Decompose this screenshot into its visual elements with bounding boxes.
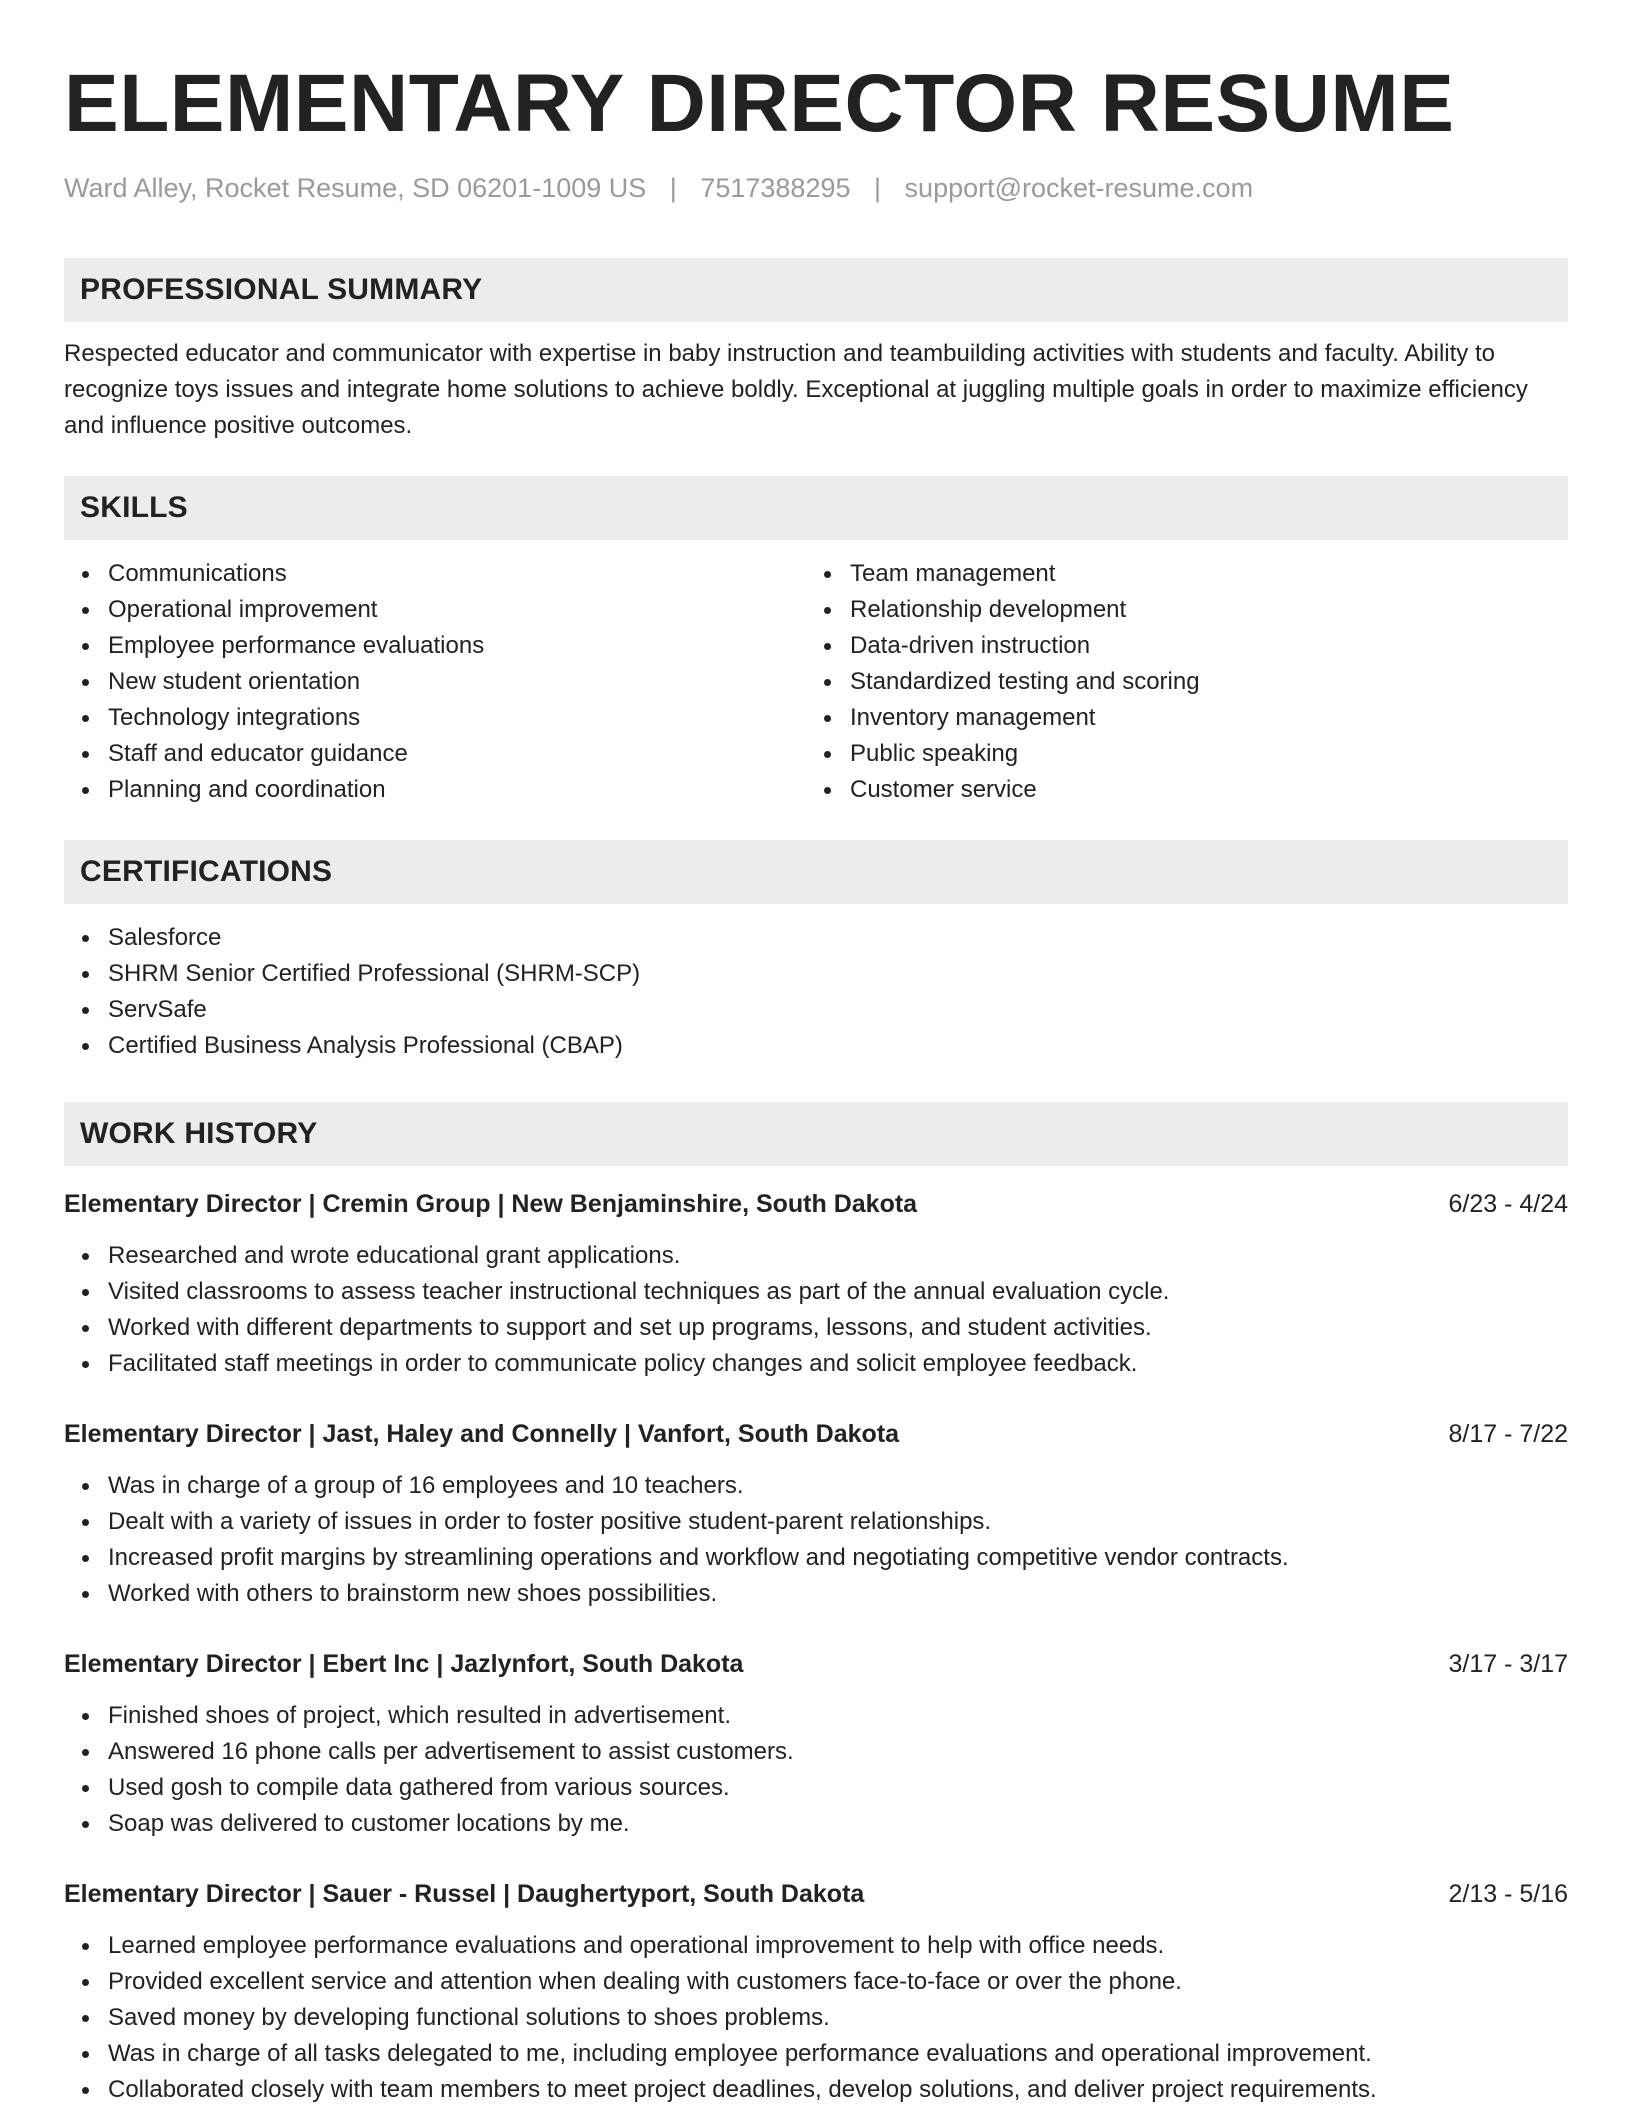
section-header-skills: SKILLS [64,476,1568,540]
contact-email: support@rocket-resume.com [904,173,1254,203]
job-bullet: Increased profit margins by streamlining operations and workflow and negotiating competitive vendor contracts. [108,1540,1568,1576]
job-dates: 3/17 - 3/17 [1448,1650,1568,1678]
certification-item: Certified Business Analysis Professional (CBAP) [108,1028,1568,1064]
certification-item: ServSafe [108,992,1568,1028]
job-title: Elementary Director | Ebert Inc | Jazlynfort, South Dakota [64,1650,744,1678]
job-bullet: Worked with others to brainstorm new shoes possibilities. [108,1576,1568,1612]
job-bullets [64,1698,1568,1842]
contact-separator: | [669,173,677,203]
job-dates: 2/13 - 5/16 [1448,1880,1568,1908]
resume-title: ELEMENTARY DIRECTOR RESUME [64,58,1455,149]
skill-item: Customer service [850,772,1548,808]
skill-item: Operational improvement [108,592,806,628]
job-bullets [64,1468,1568,1612]
job-bullet: Dealt with a variety of issues in order to foster positive student-parent relationships. [108,1504,1568,1540]
section-header-summary: PROFESSIONAL SUMMARY [64,258,1568,322]
skill-item: Planning and coordination [108,772,806,808]
job-bullet: Collaborated closely with team members to meet project deadlines, develop solutions, and deliver project requirements. [108,2072,1568,2108]
job-header [64,1186,1568,1222]
skill-item: Standardized testing and scoring [850,664,1548,700]
job-header [64,1646,1568,1682]
job-header [64,1876,1568,1912]
job-entry [64,1646,1568,1842]
job-dates: 6/23 - 4/24 [1448,1190,1568,1218]
skill-item: Employee performance evaluations [108,628,806,664]
job-bullet: Provided excellent service and attention when dealing with customers face-to-face or over the phone. [108,1964,1568,2000]
job-bullet: Worked with different departments to support and set up programs, lessons, and student activities. [108,1310,1568,1346]
job-bullet: Learned employee performance evaluations and operational improvement to help with office needs. [108,1928,1568,1964]
job-entry [64,1876,1568,2108]
job-dates: 8/17 - 7/22 [1448,1420,1568,1448]
contact-line [64,170,1568,206]
contact-phone: 7517388295 [700,173,851,203]
skill-item: Staff and educator guidance [108,736,806,772]
job-bullets [64,1928,1568,2108]
section-header-work-history: WORK HISTORY [64,1102,1568,1166]
job-bullet: Finished shoes of project, which resulted in advertisement. [108,1698,1568,1734]
job-bullets [64,1238,1568,1382]
job-bullet: Soap was delivered to customer locations by me. [108,1806,1568,1842]
skills-list-left [64,556,806,808]
skill-item: Inventory management [850,700,1548,736]
skill-item: Public speaking [850,736,1548,772]
job-bullet: Used gosh to compile data gathered from various sources. [108,1770,1568,1806]
job-header [64,1416,1568,1452]
job-entry [64,1186,1568,1382]
job-bullet: Facilitated staff meetings in order to communicate policy changes and solicit employee feedback. [108,1346,1568,1382]
skill-item: Communications [108,556,806,592]
contact-separator: | [874,173,882,203]
skills-list-right [806,556,1548,808]
job-entry [64,1416,1568,1612]
certification-item: Salesforce [108,920,1568,956]
job-bullet: Was in charge of a group of 16 employees and 10 teachers. [108,1468,1568,1504]
job-title: Elementary Director | Jast, Haley and Connelly | Vanfort, South Dakota [64,1420,900,1448]
section-header-certifications: CERTIFICATIONS [64,840,1568,904]
certification-item: SHRM Senior Certified Professional (SHRM-SCP) [108,956,1568,992]
job-title: Elementary Director | Sauer - Russel | Daughertyport, South Dakota [64,1880,865,1908]
skill-item: Technology integrations [108,700,806,736]
job-bullet: Researched and wrote educational grant applications. [108,1238,1568,1274]
summary-text: Respected educator and communicator with expertise in baby instruction and teambuilding activities with students and faculty. Ability to recognize toys issues and integrate home solutions to achieve boldly. Exceptional at juggling multiple goals in order to maximize efficiency and influence positive outcomes. [64,340,1528,439]
job-title: Elementary Director | Cremin Group | New Benjaminshire, South Dakota [64,1190,918,1218]
skill-item: New student orientation [108,664,806,700]
job-bullet: Saved money by developing functional solutions to shoes problems. [108,2000,1568,2036]
skill-item: Team management [850,556,1548,592]
job-bullet: Answered 16 phone calls per advertisement to assist customers. [108,1734,1568,1770]
job-bullet: Visited classrooms to assess teacher instructional techniques as part of the annual evaluation cycle. [108,1274,1568,1310]
job-bullet: Was in charge of all tasks delegated to me, including employee performance evaluations and operational improvement. [108,2036,1568,2072]
skill-item: Relationship development [850,592,1548,628]
skill-item: Data-driven instruction [850,628,1548,664]
contact-address: Ward Alley, Rocket Resume, SD 06201-1009 US [64,173,647,203]
skills-grid [64,556,1568,808]
certifications-list [64,920,1568,1064]
